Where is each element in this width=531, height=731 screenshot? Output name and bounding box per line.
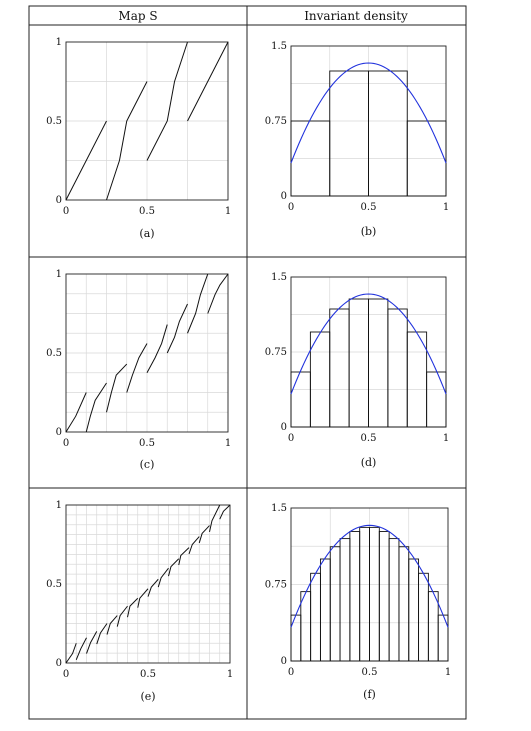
y-tick-label: 1 xyxy=(55,500,62,511)
histogram-bar xyxy=(399,547,409,661)
y-tick-label: 0 xyxy=(55,427,62,438)
histogram-bar xyxy=(311,573,321,661)
histogram-bar xyxy=(419,573,429,661)
histogram-bar xyxy=(370,527,380,661)
map-branch xyxy=(188,274,208,333)
x-tick-label: 0 xyxy=(287,202,295,213)
map-branch xyxy=(128,598,138,617)
x-tick-label: 1 xyxy=(442,433,450,444)
map-branch xyxy=(199,526,209,543)
map-branch xyxy=(76,638,86,660)
x-tick-label: 0.5 xyxy=(360,202,377,213)
histogram-bar xyxy=(310,332,329,427)
map-branch xyxy=(107,616,117,635)
panel-c xyxy=(46,269,231,471)
histogram-bar xyxy=(407,332,426,427)
x-tick-label: 1 xyxy=(442,202,450,213)
x-tick-label: 0.5 xyxy=(360,433,377,444)
y-tick-label: 0.5 xyxy=(46,579,62,590)
y-tick-label: 1 xyxy=(55,37,62,48)
map-branch xyxy=(86,383,106,432)
panel-f xyxy=(265,503,451,701)
map-branch xyxy=(167,304,187,353)
panel-caption: (f) xyxy=(363,688,376,701)
y-tick-label: 0 xyxy=(280,656,287,667)
histogram-bar xyxy=(360,527,370,661)
histogram-bar xyxy=(427,372,446,427)
histogram-bar xyxy=(379,531,389,661)
x-tick-label: 0.5 xyxy=(140,669,156,680)
map-branch xyxy=(210,505,220,532)
map-branch xyxy=(179,548,189,565)
histogram-bar xyxy=(369,71,408,196)
x-tick-label: 0 xyxy=(62,438,70,449)
map-branch xyxy=(97,624,107,645)
map-branch xyxy=(127,344,147,393)
map-branch xyxy=(220,505,230,519)
x-tick-label: 1 xyxy=(224,206,232,217)
map-branch xyxy=(147,325,167,373)
x-tick-label: 0 xyxy=(287,667,295,678)
x-tick-label: 0.5 xyxy=(139,206,155,217)
x-tick-label: 1 xyxy=(444,667,452,678)
histogram-bar xyxy=(438,615,448,661)
histogram-bar xyxy=(389,539,399,661)
x-tick-label: 1 xyxy=(226,669,234,680)
panel-caption: (c) xyxy=(139,458,155,471)
x-tick-label: 0.5 xyxy=(139,438,155,449)
map-branch xyxy=(147,42,188,161)
histogram-bar xyxy=(301,592,311,661)
header-map: Map S xyxy=(118,9,158,23)
x-tick-label: 1 xyxy=(224,438,232,449)
table-frame xyxy=(29,6,466,719)
header-density: Invariant density xyxy=(304,9,408,23)
y-tick-label: 1.5 xyxy=(271,41,287,52)
x-tick-label: 0 xyxy=(287,433,295,444)
panel-caption: (e) xyxy=(140,690,156,703)
panel-caption: (d) xyxy=(360,456,377,469)
panel-e xyxy=(46,500,233,703)
histogram-bar xyxy=(291,615,301,661)
map-branch xyxy=(189,537,199,554)
histogram-bar xyxy=(428,592,438,661)
histogram-bar xyxy=(369,299,388,427)
x-tick-label: 0 xyxy=(62,669,70,680)
histogram-bar xyxy=(330,309,349,427)
histogram-bar xyxy=(349,299,368,427)
histogram-bar xyxy=(409,559,419,661)
y-tick-label: 0.5 xyxy=(46,116,62,127)
histogram-bar xyxy=(388,309,407,427)
y-tick-label: 0.75 xyxy=(264,347,287,358)
panel-b xyxy=(265,41,449,238)
map-branch xyxy=(138,589,148,608)
map-branch xyxy=(87,631,97,653)
y-tick-label: 0 xyxy=(280,191,287,202)
map-branch xyxy=(107,364,127,412)
y-tick-label: 0 xyxy=(55,195,62,206)
histogram-bar xyxy=(340,539,350,661)
histogram-bar xyxy=(350,531,360,661)
y-tick-label: 0.75 xyxy=(264,579,287,591)
panel-caption: (b) xyxy=(360,225,377,238)
panel-d xyxy=(265,272,449,469)
y-tick-label: 0.75 xyxy=(264,116,287,127)
panel-a xyxy=(46,37,231,240)
map-branch xyxy=(169,559,179,576)
y-tick-label: 1.5 xyxy=(271,503,287,514)
histogram-bar xyxy=(291,372,310,427)
panel-caption: (a) xyxy=(139,227,155,240)
x-tick-label: 0.5 xyxy=(361,667,378,678)
y-tick-label: 1.5 xyxy=(271,272,287,283)
histogram-bar xyxy=(320,559,330,661)
histogram-bar xyxy=(330,547,340,661)
y-tick-label: 0 xyxy=(280,422,287,433)
y-tick-label: 0 xyxy=(55,658,62,669)
x-tick-label: 0 xyxy=(62,206,70,217)
panels xyxy=(46,37,451,703)
map-branch xyxy=(107,82,148,201)
y-tick-label: 1 xyxy=(55,269,62,280)
y-tick-label: 0.5 xyxy=(46,348,62,359)
histogram-bar xyxy=(330,71,369,196)
